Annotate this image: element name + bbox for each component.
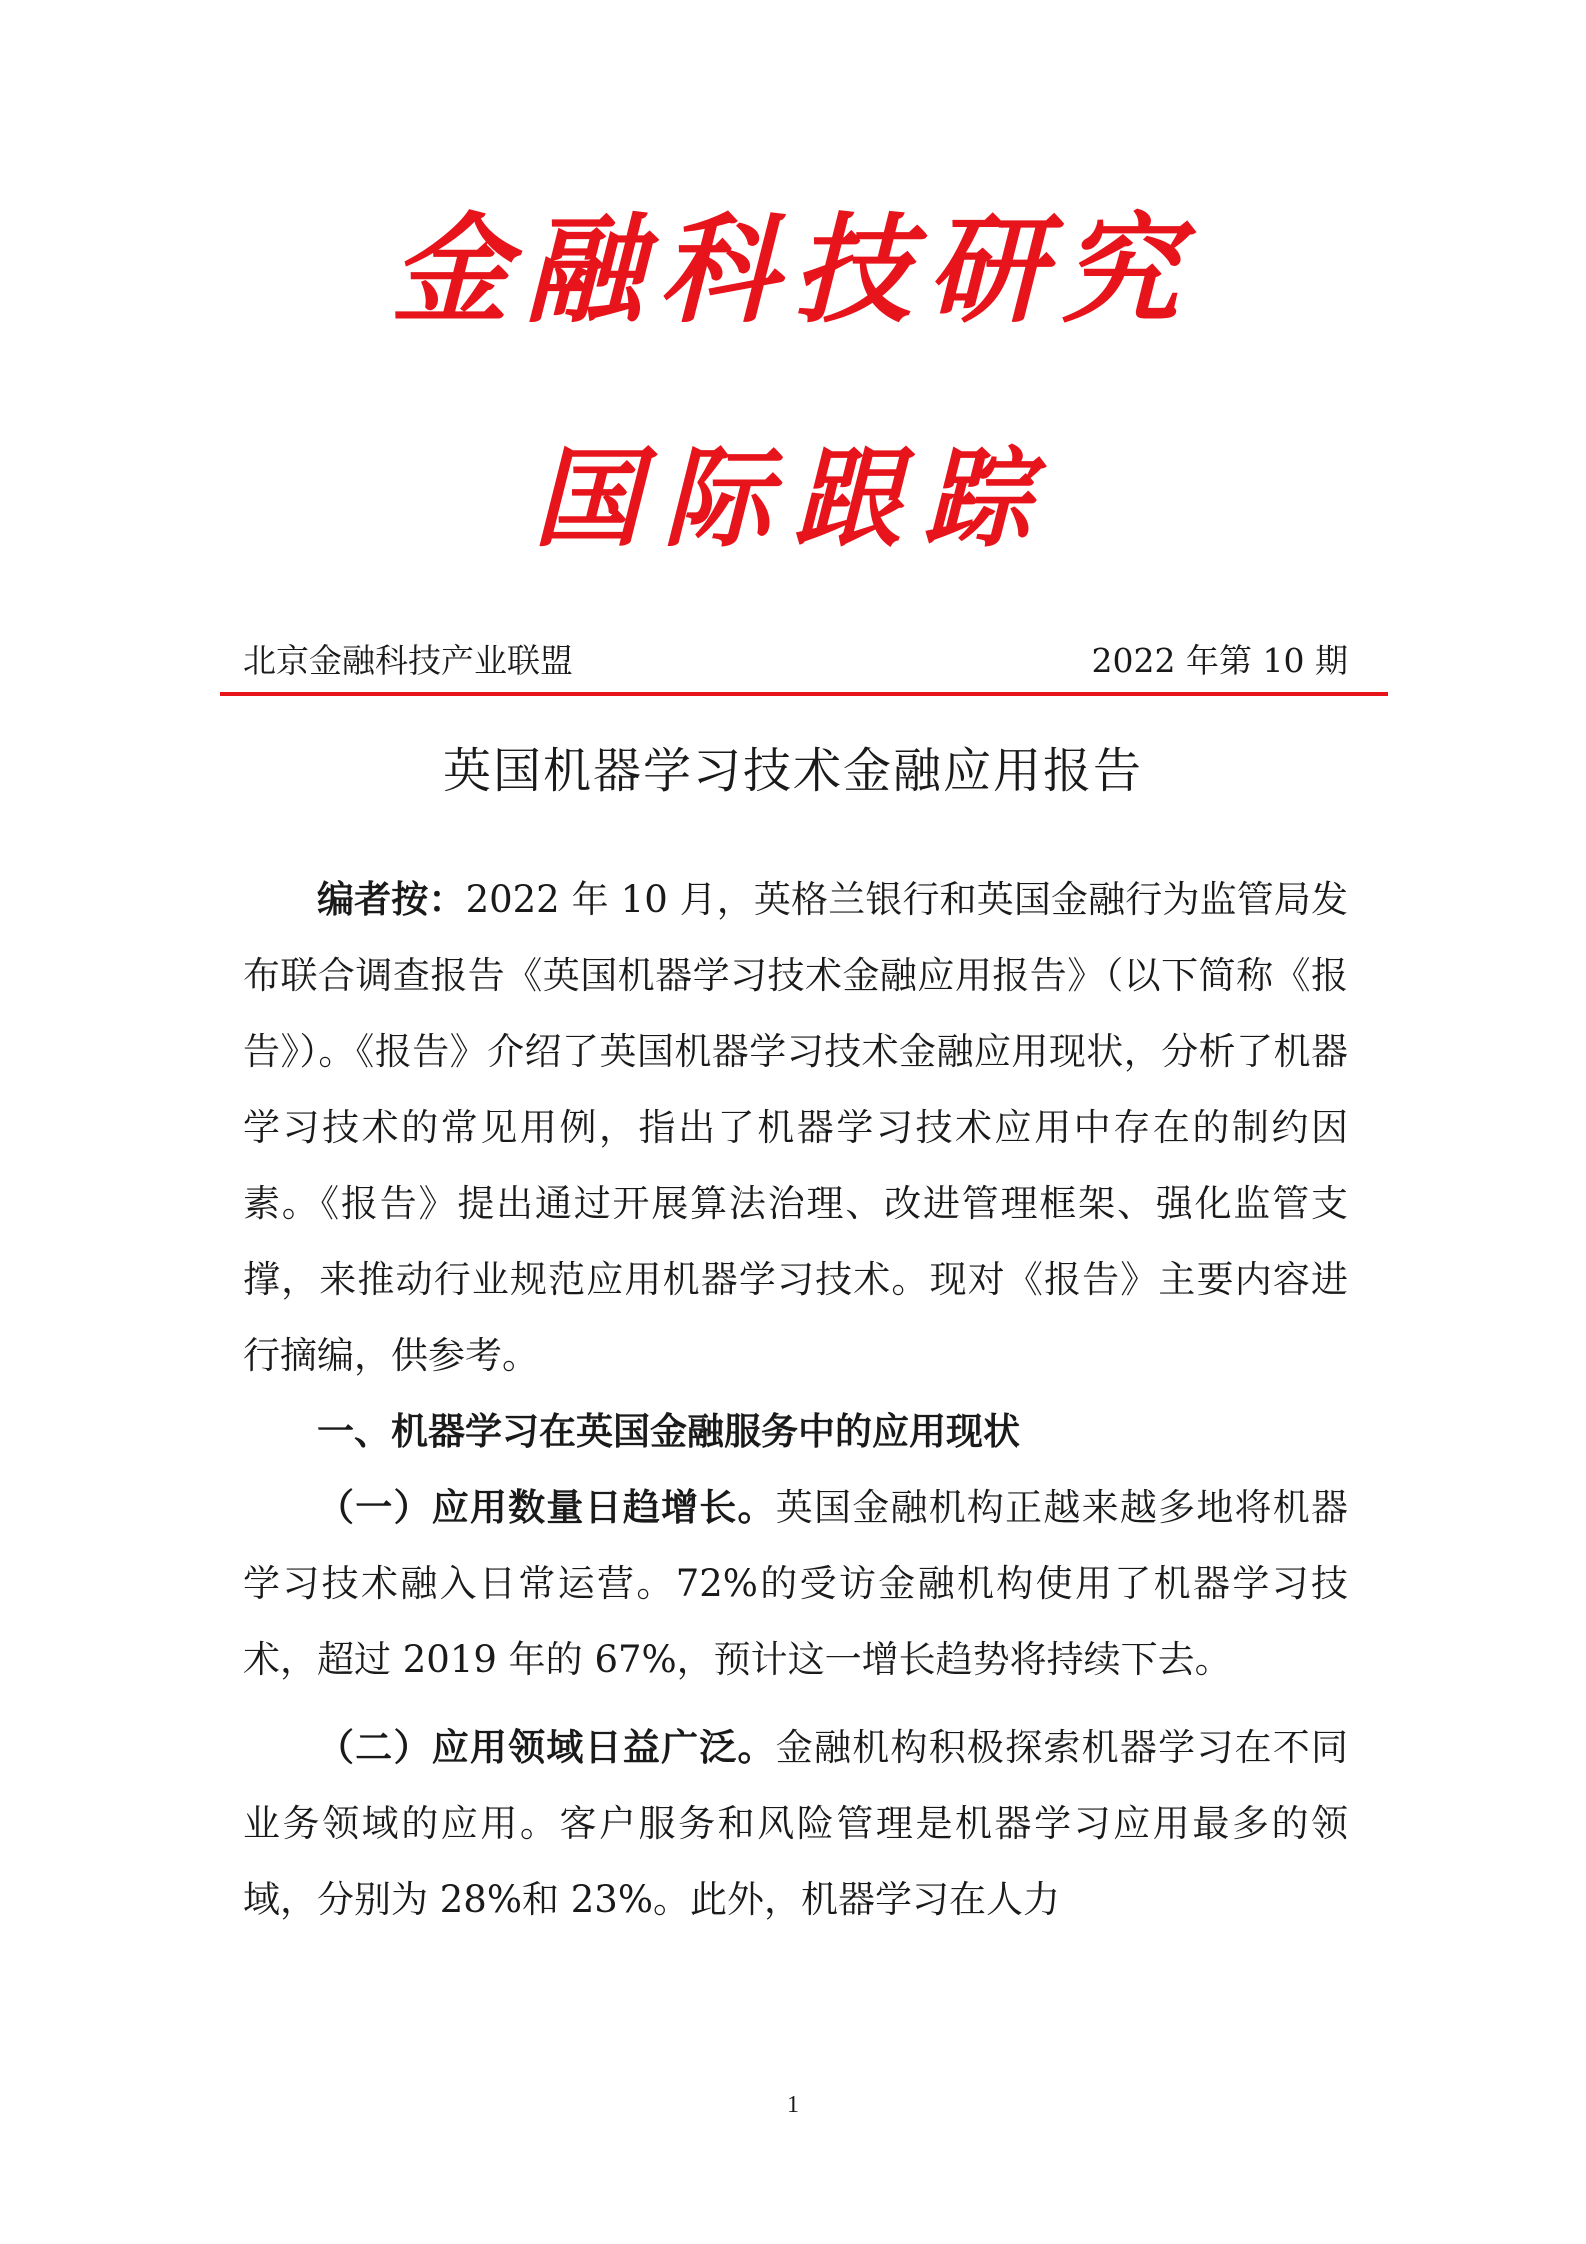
section-heading-1: 一、机器学习在英国金融服务中的应用现状 — [317, 1410, 1020, 1453]
issue-info-row — [243, 638, 1348, 684]
document-body — [243, 862, 1348, 1938]
masthead-divider — [220, 692, 1388, 696]
document-title: 英国机器学习技术金融应用报告 — [442, 743, 1143, 799]
editor-note-paragraph — [243, 862, 1348, 1394]
subsection-2-text: 金融机构积极探索机器学习在不同业务领域的应用。客户服务和风险管理是机器学习应用最多的领域，分别为 28%和 23%。此外，机器学习在人力 — [243, 1726, 1349, 1921]
subsection-1-text: 英国金融机构正越来越多地将机器学习技术融入日常运营。72%的受访金融机构使用了机器学习技术，超过 2019 年的 67%，预计这一增长趋势将持续下去。 — [243, 1486, 1349, 1681]
publisher-name: 北京金融科技产业联盟 — [243, 641, 573, 680]
issue-number: 2022 年第 10 期 — [1091, 641, 1348, 680]
subsection-1-label: （一）应用数量日趋增长。 — [317, 1486, 776, 1529]
masthead-subtitle: 国际跟踪 — [532, 437, 1053, 562]
editor-note-label: 编者按： — [317, 878, 466, 921]
subsection-1-paragraph — [243, 1470, 1348, 1698]
subsection-2-paragraph — [243, 1710, 1348, 1938]
masthead-title: 金融科技研究 — [390, 201, 1195, 339]
editor-note-text: 2022 年 10 月，英格兰银行和英国金融行为监管局发布联合调查报告《英国机器学习技术金融应用报告》（以下简称《报告》）。《报告》介绍了英国机器学习技术金融应用现状，分析了机器学习技术的常见用例，指出了机器学习技术应用中存在的制约因素。《报告》提出通过开展算法治理、改进管理框架、强化监管支撑，来推动行业规范应用机器学习技术。现对《报告》主要内容进行摘编，供参考。 — [243, 878, 1349, 1377]
subsection-2-label: （二）应用领域日益广泛。 — [317, 1726, 776, 1769]
page-number: 1 — [787, 2092, 799, 2118]
